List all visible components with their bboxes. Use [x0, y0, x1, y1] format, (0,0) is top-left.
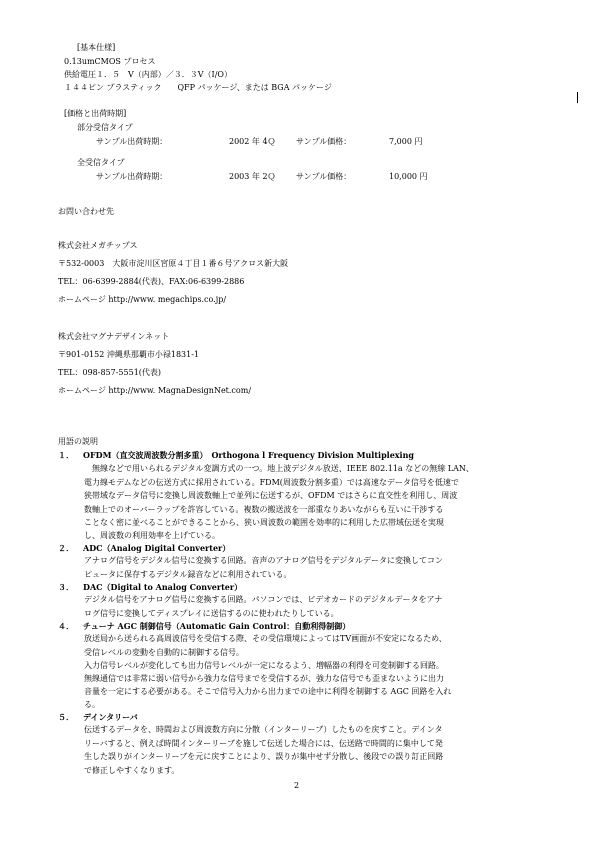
- glossary-item-line: 無線などで用いられるデジタル変調方式の一つ。地上波デジタル放送、IEEE 802.11a などの無線 LAN、: [84, 464, 474, 473]
- glossary-item-line: 狭帯域なデータ信号に変換し周波数軸上で並列に伝送するが、OFDM ではさらに直交性を利用し、周波: [84, 491, 458, 500]
- partial-price-label: サンプル価格：: [296, 137, 352, 146]
- page-number: 2: [294, 781, 300, 790]
- glossary-item-line: 伝送するデータを、時間および周波数方向に分散（インターリーブ）したものを戻すこと。デインタ: [84, 725, 443, 734]
- glossary-item-term: ADC（Analog Digital Converter）: [83, 543, 231, 553]
- glossary-item-number: １．: [58, 450, 74, 460]
- glossary-item-number: ２．: [58, 543, 74, 553]
- full-ship-label: サンプル出荷時期：: [96, 172, 168, 181]
- glossary-item-line: 音量を一定にする必要がある。そこで信号入力から出力までの途中に利得を制御する AGC 回路を入れ: [84, 687, 452, 696]
- glossary-item-line: 電力線モデムなどの伝送方式に採用されている。FDM(周波数分割多重）では高速なデータ信号を低速で: [84, 478, 459, 487]
- glossary-item-term: OFDM（直交波周波数分割多重） Orthogona l Frequency Division Multiplexing: [83, 450, 415, 460]
- partial-ship-value: 2002 年 4Ｑ: [229, 137, 276, 146]
- glossary-item-line: ログ信号に変換してディスプレイに送信するのに使われたりしている。: [84, 609, 339, 618]
- spec-supply-voltage: 供給電圧１．５ V（内部）／３．３V（I/O）: [64, 70, 232, 79]
- full-price-label: サンプル価格：: [296, 172, 352, 181]
- glossary-item-line: 数軸上でのオーバーラップを許容している。複数の搬送波を一部重なりあいながらも互いに干渉する: [84, 505, 444, 514]
- glossary-item-term: DAC（Digital to Analog Converter）: [83, 582, 243, 592]
- specs-heading: [基本仕様]: [77, 43, 116, 52]
- glossary-item-line: ことなく密に並べることができることから、狭い周波数の範囲を効率的に利用した広帯域伝送を実現: [84, 518, 444, 527]
- partial-price-value: 7,000 円: [389, 137, 423, 146]
- company1-homepage-link[interactable]: ホームページ http://www. megachips.co.jp/: [58, 295, 227, 304]
- glossary-item-line: アナログ信号をデジタル信号に変換する回路。音声のアナログ信号をデジタルデータに変換してコン: [84, 556, 444, 565]
- glossary-item-line: し、周波数の利用効率を上げている。: [84, 531, 220, 540]
- company2-phone: TEL：098-857-5551(代表): [58, 368, 162, 377]
- glossary-item-line: リーバすると、例えば時間インターリーブを施して伝送した場合には、伝送路で時間的に集中して発: [84, 739, 443, 748]
- glossary-item-line: 入力信号レベルが変化しても出力信号レベルが一定になるよう、増幅器の利得を可変制御する回路。: [84, 661, 444, 670]
- glossary-item-line: 無線通信では非常に弱い信号から強力な信号までを受信するが、強力な信号でも歪まないように出力: [84, 674, 444, 683]
- glossary-item-line: 生した誤りがインターリーブを元に戻すことにより、誤りが集中せず分散し、後段での誤り訂正回路: [84, 752, 444, 761]
- full-type: 全受信タイプ: [77, 158, 125, 167]
- glossary-item-number: ４．: [58, 621, 74, 631]
- glossary-item-line: 放送局から送られる高周波信号を受信する際、その受信環境によってはTV画面が不安定になるため、: [84, 634, 447, 643]
- glossary-item-number: ５．: [58, 712, 74, 722]
- company2-name: 株式会社マグナデザインネット: [58, 332, 170, 341]
- glossary-item-line: で修正しやすくなります。: [84, 766, 180, 775]
- glossary-item-line: 受信レベルの変動を自動的に制御する信号。: [84, 648, 244, 657]
- glossary-heading: 用語の説明: [58, 437, 98, 446]
- company1-phone: TEL：06-6399-2884(代表)、FAX:06-6399-2886: [58, 277, 245, 286]
- partial-type: 部分受信タイプ: [77, 123, 133, 132]
- glossary-item-line: ピュータに保存するデジタル録音などに利用されている。: [84, 570, 292, 579]
- glossary-item-line: る。: [84, 700, 100, 709]
- glossary-item-number: ３．: [58, 582, 74, 592]
- full-ship-value: 2003 年 2Ｑ: [229, 172, 276, 181]
- glossary-item-term: チューナ AGC 制御信号（Automatic Gain Control：自動利得制御）: [83, 621, 351, 631]
- spec-package: １４４ピン プラスティック QFP パッケージ、または BGA パッケージ: [64, 83, 332, 92]
- spec-process: 0.13umCMOS プロセス: [64, 57, 156, 66]
- full-price-value: 10,000 円: [389, 172, 428, 181]
- company1-name: 株式会社メガチップス: [58, 241, 138, 250]
- company2-address: 〒901-0152 沖縄県那覇市小禄1831-1: [58, 350, 200, 359]
- pricing-heading: [価格と出荷時期]: [64, 109, 127, 118]
- glossary-item-line: デジタル信号をアナログ信号に変換する回路。パソコンでは、ビデオカードのデジタルデータをアナ: [84, 595, 443, 604]
- partial-ship-label: サンプル出荷時期：: [96, 137, 168, 146]
- contact-heading: お問い合わせ先: [58, 207, 114, 216]
- company1-address: 〒532-0003 大阪市淀川区宮原４丁目１番６号アクロス新大阪: [58, 259, 289, 268]
- glossary-item-term: デインタリーバ: [83, 712, 138, 722]
- company2-homepage-link[interactable]: ホームページ http://www. MagnaDesignNet.com/: [58, 386, 252, 395]
- margin-bar: [577, 92, 578, 103]
